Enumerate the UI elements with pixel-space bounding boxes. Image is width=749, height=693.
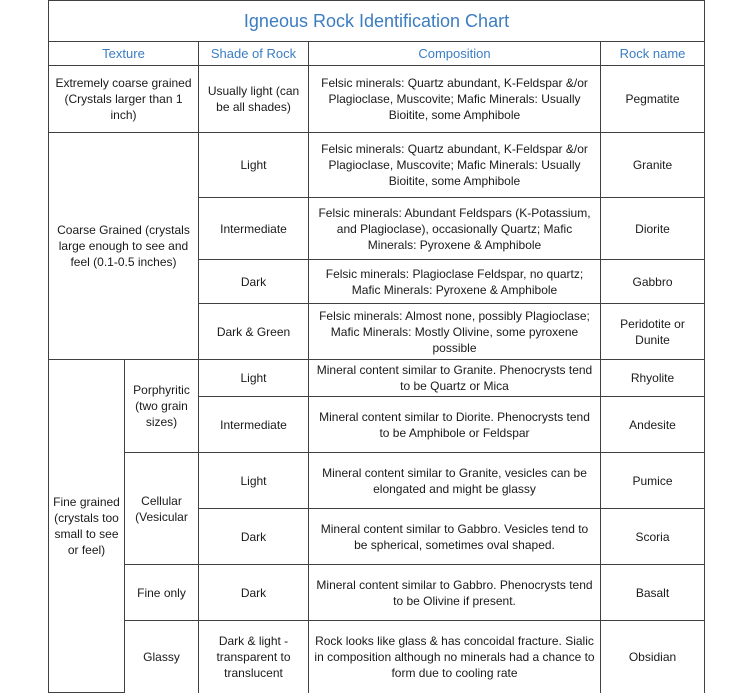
rock-name-cell: Obsidian [601, 621, 705, 693]
table-row [49, 453, 705, 509]
rock-name-cell: Pumice [601, 453, 705, 509]
texture-cell: Coarse Grained (crystals large enough to see and feel (0.1-0.5 inches) [49, 133, 199, 360]
rock-name-cell: Peridotite or Dunite [601, 304, 705, 360]
composition-cell: Felsic minerals: Abundant Feldspars (K-Potassium, and Plagioclase), occasionally Quartz; Mafic Minerals: Pyroxene & Amphibole [309, 198, 601, 260]
shade-cell: Dark [199, 260, 309, 304]
shade-cell: Intermediate [199, 198, 309, 260]
shade-cell: Light [199, 360, 309, 397]
composition-cell: Mineral content similar to Granite. Phenocrysts tend to be Quartz or Mica [309, 360, 601, 397]
composition-cell: Felsic minerals: Quartz abundant, K-Feldspar &/or Plagioclase, Muscovite; Mafic Minerals: Usually Bioitite, some Amphibole [309, 133, 601, 198]
shade-cell: Dark & Green [199, 304, 309, 360]
shade-cell: Usually light (can be all shades) [199, 66, 309, 133]
rock-name-cell: Gabbro [601, 260, 705, 304]
composition-cell: Mineral content similar to Gabbro. Phenocrysts tend to be Olivine if present. [309, 565, 601, 621]
rock-name-cell: Diorite [601, 198, 705, 260]
texture-cell: Fine grained (crystals too small to see or feel) [49, 360, 125, 693]
composition-cell: Mineral content similar to Diorite. Phenocrysts tend to be Amphibole or Feldspar [309, 397, 601, 453]
table-row [49, 133, 705, 198]
header-composition: Composition [309, 42, 601, 66]
subtexture-cell: Porphyritic (two grain sizes) [125, 360, 199, 453]
rock-name-cell: Granite [601, 133, 705, 198]
rock-name-cell: Andesite [601, 397, 705, 453]
composition-cell: Felsic minerals: Quartz abundant, K-Feldspar &/or Plagioclase, Muscovite; Mafic Minerals: Usually Bioitite, some Amphibole [309, 66, 601, 133]
table-row [49, 360, 705, 397]
header-rock-name: Rock name [601, 42, 705, 66]
table-row [49, 565, 705, 621]
subtexture-cell: Cellular (Vesicular [125, 453, 199, 565]
composition-cell: Mineral content similar to Granite, vesicles can be elongated and might be glassy [309, 453, 601, 509]
rock-name-cell: Pegmatite [601, 66, 705, 133]
subtexture-cell: Glassy [125, 621, 199, 693]
rock-name-cell: Rhyolite [601, 360, 705, 397]
header-row [49, 42, 705, 66]
header-shade: Shade of Rock [199, 42, 309, 66]
rock-name-cell: Scoria [601, 509, 705, 565]
shade-cell: Light [199, 453, 309, 509]
composition-cell: Rock looks like glass & has concoidal fracture. Sialic in composition although no minerals had a chance to form due to cooling rate [309, 621, 601, 693]
chart-title: Igneous Rock Identification Chart [49, 1, 705, 42]
texture-cell: Extremely coarse grained (Crystals larger than 1 inch) [49, 66, 199, 133]
shade-cell: Dark [199, 509, 309, 565]
rock-name-cell: Basalt [601, 565, 705, 621]
composition-cell: Felsic minerals: Almost none, possibly Plagioclase; Mafic Minerals: Mostly Olivine, some pyroxene possible [309, 304, 601, 360]
shade-cell: Dark [199, 565, 309, 621]
composition-cell: Felsic minerals: Plagioclase Feldspar, no quartz; Mafic Minerals: Pyroxene & Amphibole [309, 260, 601, 304]
igneous-rock-chart [48, 0, 704, 693]
header-texture: Texture [49, 42, 199, 66]
shade-cell: Dark & light - transparent to translucent [199, 621, 309, 693]
title-row [49, 1, 705, 42]
shade-cell: Intermediate [199, 397, 309, 453]
composition-cell: Mineral content similar to Gabbro. Vesicles tend to be spherical, sometimes oval shaped. [309, 509, 601, 565]
subtexture-cell: Fine only [125, 565, 199, 621]
shade-cell: Light [199, 133, 309, 198]
table-row [49, 621, 705, 693]
rock-table [48, 0, 705, 693]
table-row [49, 66, 705, 133]
